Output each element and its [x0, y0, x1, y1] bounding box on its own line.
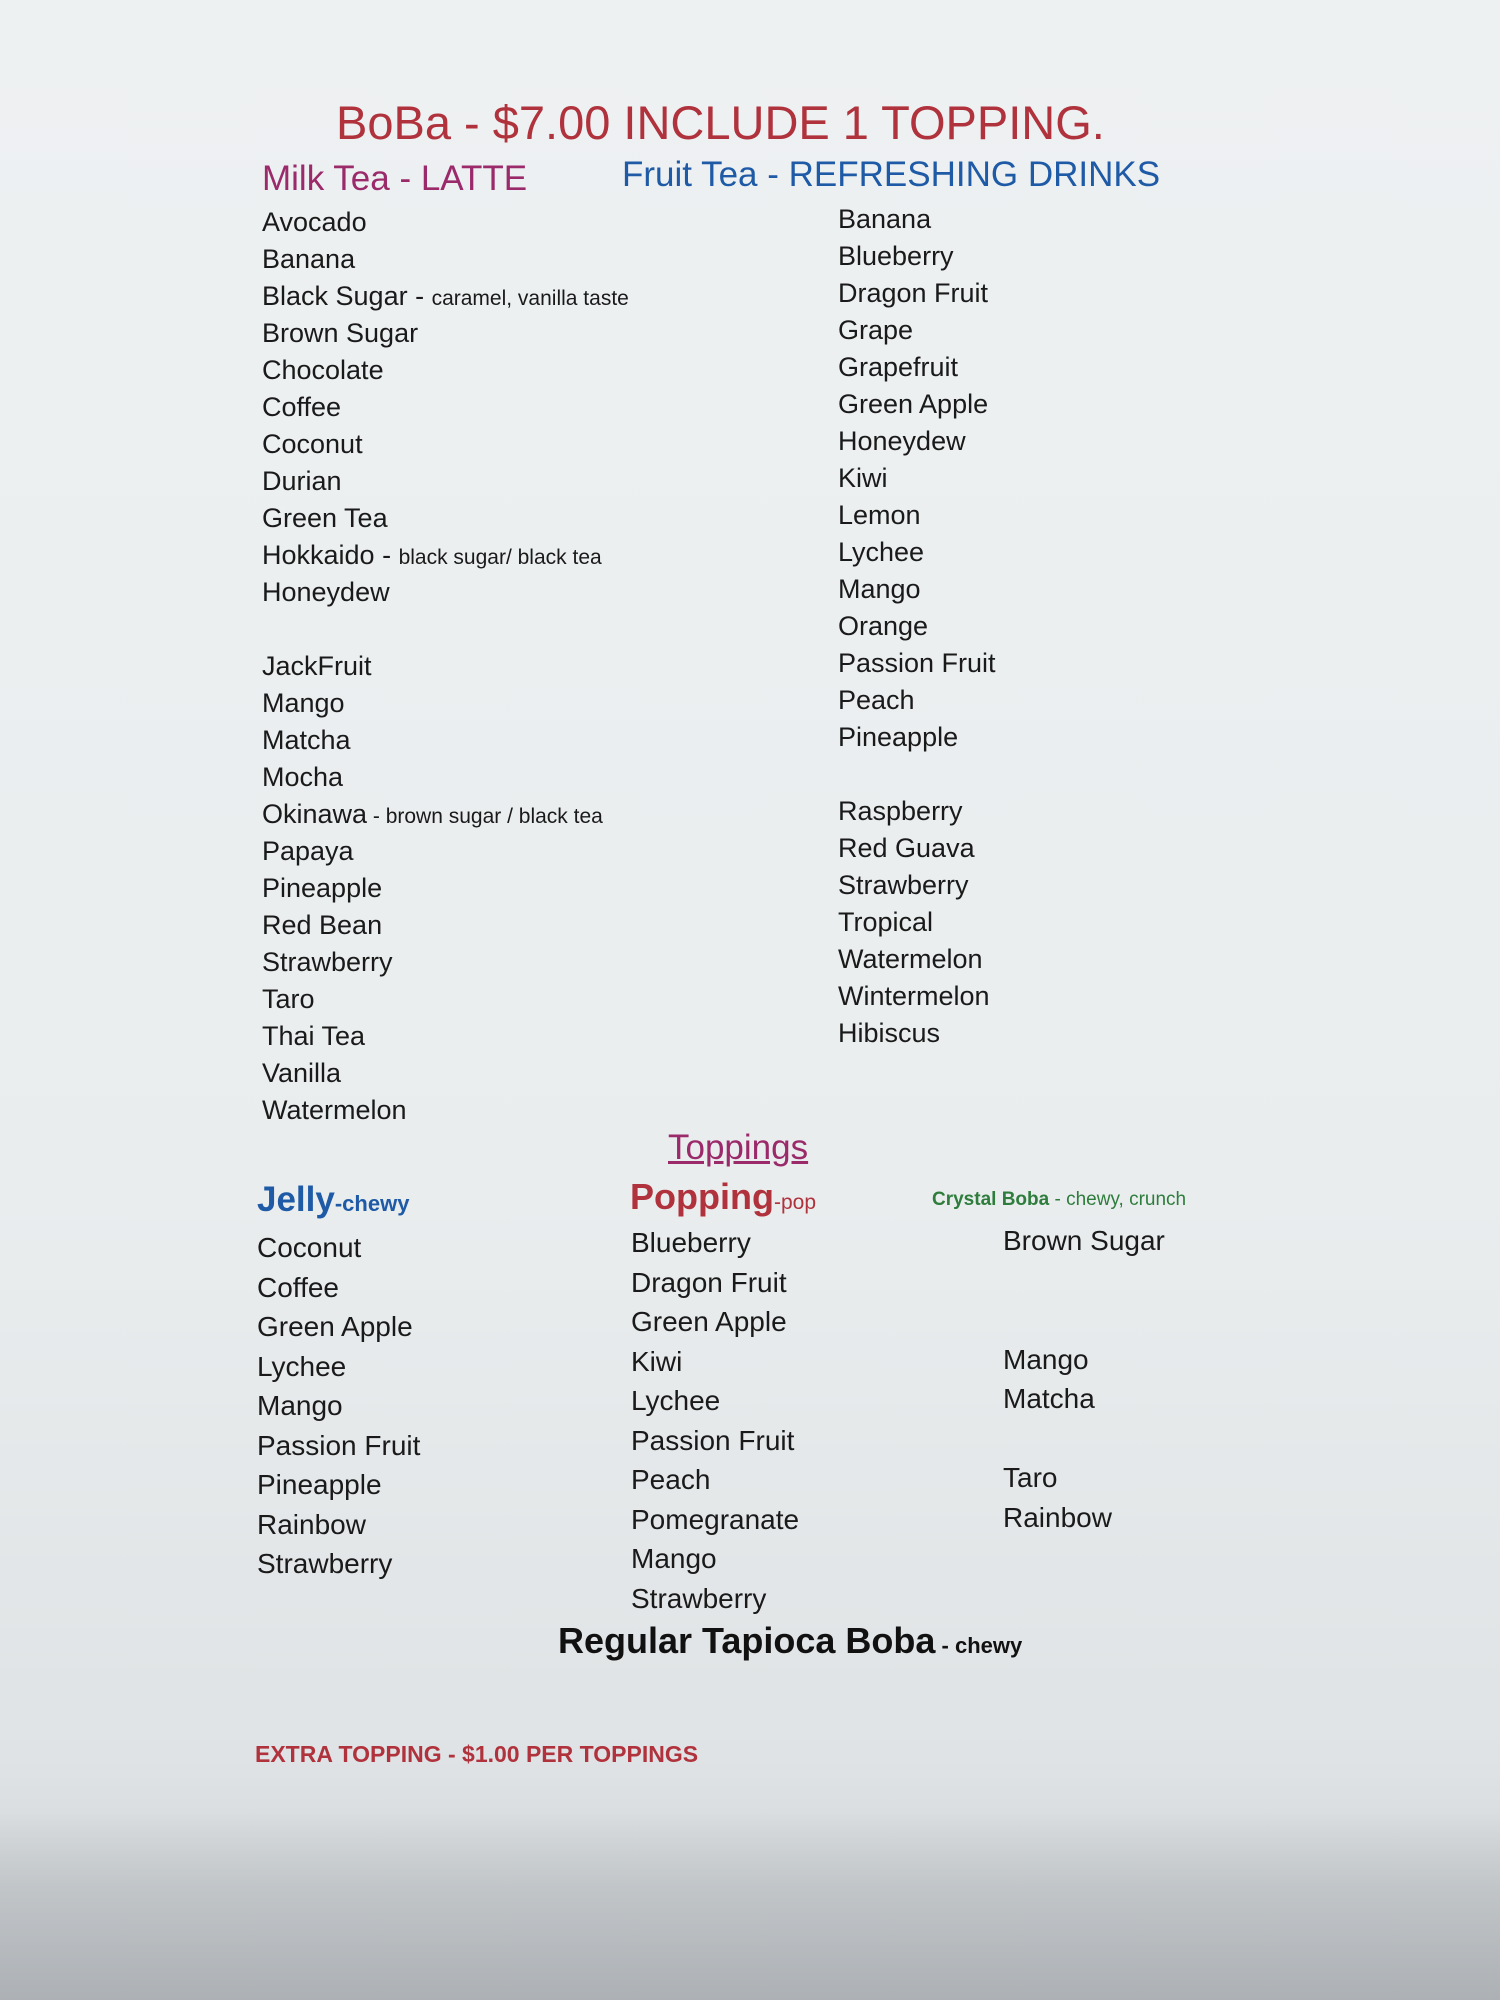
- milk-tea-list: [262, 204, 629, 1129]
- list-item: Lychee: [838, 537, 925, 567]
- menu-title: BoBa - $7.00 INCLUDE 1 TOPPING.: [336, 96, 1105, 149]
- list-item: Red Guava: [838, 833, 975, 863]
- list-item: Green Apple: [257, 1311, 413, 1342]
- list-item: Grape: [838, 315, 914, 345]
- list-item: Kiwi: [838, 463, 888, 493]
- list-item: Pineapple: [262, 873, 383, 903]
- fruit-tea-heading: Fruit Tea - REFRESHING DRINKS: [622, 155, 1161, 194]
- list-item: Green Tea: [262, 503, 388, 533]
- list-item: Matcha: [262, 725, 351, 755]
- paper-shadow: [0, 1810, 1500, 2000]
- list-item: Blueberry: [631, 1227, 751, 1258]
- list-item: Taro: [262, 984, 315, 1014]
- crystal-sub: - chewy, crunch: [1049, 1189, 1187, 1210]
- list-item: Mango: [257, 1390, 343, 1421]
- milk-tea-heading: Milk Tea - LATTE: [262, 159, 528, 198]
- list-item: Coconut: [262, 429, 363, 459]
- list-item: Passion Fruit: [257, 1429, 421, 1461]
- list-item: Passion Fruit: [631, 1424, 795, 1456]
- fruit-tea-list: [838, 201, 996, 1052]
- list-item: Avocado: [262, 207, 367, 237]
- list-item: Coffee: [257, 1271, 339, 1303]
- list-item: Rainbow: [257, 1508, 366, 1540]
- popping-label: Popping: [630, 1176, 774, 1217]
- list-item: Strawberry: [257, 1548, 393, 1579]
- popping-list: [631, 1223, 799, 1618]
- jelly-heading: [257, 1180, 409, 1220]
- list-item: Strawberry: [838, 870, 969, 900]
- list-item: Black Sugar - caramel, vanilla taste: [262, 281, 629, 311]
- list-item: Strawberry: [262, 947, 393, 977]
- list-item: Mango: [631, 1543, 717, 1574]
- list-spacer: [1003, 1419, 1165, 1459]
- list-item: Chocolate: [262, 355, 384, 385]
- list-item: Wintermelon: [838, 981, 990, 1011]
- list-item: Brown Sugar: [262, 318, 419, 348]
- list-item: Matcha: [1003, 1383, 1095, 1414]
- list-item: Papaya: [262, 836, 354, 866]
- toppings-heading: Toppings: [668, 1128, 809, 1167]
- jelly-label: Jelly: [257, 1180, 335, 1219]
- list-item: Passion Fruit: [838, 648, 996, 678]
- list-item: Dragon Fruit: [631, 1266, 787, 1298]
- list-item: Watermelon: [838, 944, 983, 974]
- list-spacer: [1003, 1261, 1165, 1301]
- list-item: Banana: [838, 204, 932, 234]
- list-item: Peach: [838, 685, 915, 715]
- list-item: Brown Sugar: [1003, 1225, 1165, 1256]
- list-item: Honeydew: [838, 426, 966, 456]
- list-item: Lemon: [838, 500, 921, 530]
- tapioca-label: Regular Tapioca Boba: [558, 1620, 936, 1661]
- list-item: Taro: [1003, 1462, 1058, 1493]
- list-item: Kiwi: [631, 1345, 683, 1377]
- list-item: Dragon Fruit: [838, 278, 989, 308]
- list-item: Rainbow: [1003, 1501, 1112, 1533]
- list-item: Mango: [262, 688, 345, 718]
- popping-heading: [630, 1176, 816, 1218]
- list-spacer: [838, 756, 996, 793]
- list-item: Thai Tea: [262, 1021, 366, 1051]
- list-item: Banana: [262, 244, 356, 274]
- list-item: Coffee: [262, 392, 342, 422]
- list-item: Green Apple: [631, 1306, 787, 1337]
- list-item: Green Apple: [838, 389, 989, 419]
- list-item: Hibiscus: [838, 1018, 941, 1048]
- crystal-label: Crystal Boba: [932, 1189, 1050, 1210]
- list-item: Peach: [631, 1464, 711, 1495]
- tapioca-sub: - chewy: [935, 1633, 1023, 1658]
- list-item: Pineapple: [838, 722, 959, 752]
- list-item: Mocha: [262, 762, 344, 792]
- list-item: Pineapple: [257, 1469, 382, 1500]
- list-item: Orange: [838, 611, 929, 641]
- list-item: Lychee: [631, 1385, 721, 1416]
- list-item: Coconut: [257, 1232, 362, 1263]
- list-spacer: [1003, 1300, 1165, 1340]
- jelly-sub: -chewy: [334, 1191, 410, 1216]
- list-item: Mango: [1003, 1343, 1089, 1375]
- list-item: Raspberry: [838, 796, 963, 826]
- list-item: Mango: [838, 574, 921, 604]
- list-item: JackFruit: [262, 651, 372, 681]
- popping-sub: -pop: [773, 1191, 816, 1214]
- list-item: Honeydew: [262, 577, 390, 607]
- crystal-heading: [932, 1189, 1186, 1211]
- list-item: Hokkaido - black sugar/ black tea: [262, 540, 602, 570]
- list-item: Lychee: [257, 1350, 347, 1382]
- tapioca-heading: [558, 1620, 1022, 1662]
- list-item: Strawberry: [631, 1582, 767, 1614]
- list-item: Red Bean: [262, 910, 383, 940]
- list-item: Pomegranate: [631, 1503, 800, 1535]
- jelly-list: [257, 1228, 420, 1584]
- extra-topping-note: EXTRA TOPPING - $1.00 PER TOPPINGS: [255, 1741, 699, 1767]
- list-item: Watermelon: [262, 1095, 407, 1125]
- list-item: Tropical: [838, 907, 934, 937]
- list-item: Okinawa - brown sugar / black tea: [262, 799, 603, 829]
- list-item: Durian: [262, 466, 342, 496]
- list-item: Grapefruit: [838, 352, 959, 382]
- list-item: Vanilla: [262, 1058, 342, 1088]
- crystal-list: [1003, 1221, 1165, 1537]
- list-item: Blueberry: [838, 241, 954, 271]
- list-spacer: [262, 611, 629, 648]
